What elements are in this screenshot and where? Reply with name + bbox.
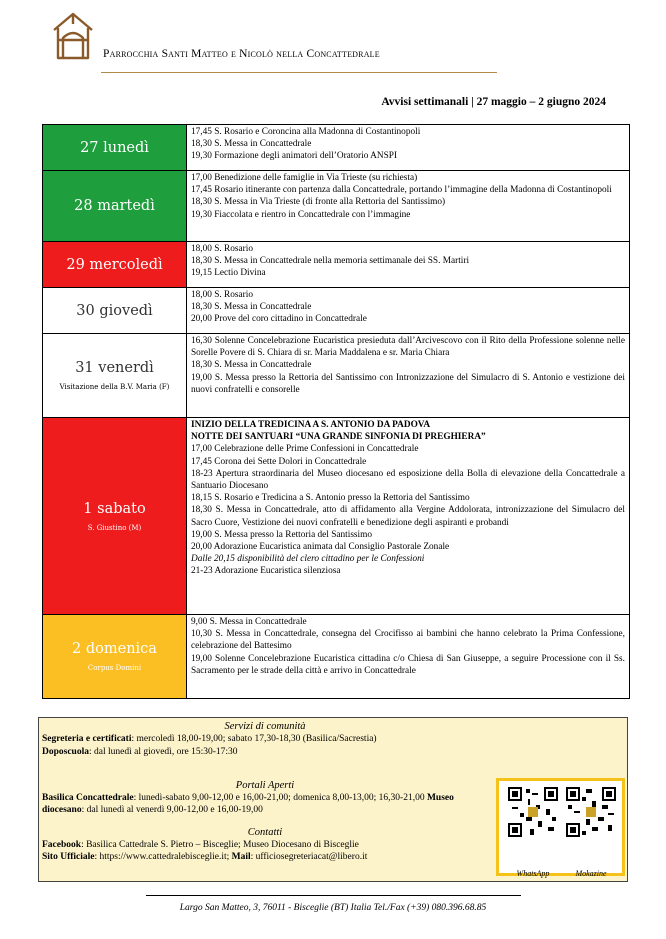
event-headline: INIZIO DELLA TREDICINA A S. ANTONIO DA PADOVA (191, 420, 431, 430)
events-cell (187, 288, 630, 334)
table-row (43, 418, 630, 615)
day-cell (43, 171, 187, 242)
qr-code-box (496, 778, 625, 876)
day-cell (43, 615, 187, 699)
event-item: 21-23 Adorazione Eucaristica silenziosa (191, 566, 341, 577)
mail-link[interactable]: : ufficiosegreteriacat@libero.it (250, 852, 368, 863)
table-row (43, 334, 630, 418)
secretariat-label: Segreteria e certificati (42, 734, 132, 745)
info-text (42, 721, 488, 864)
website-link[interactable]: : https://www.cattedralebisceglie.it; (94, 852, 232, 863)
basilica-label: Basilica Concattedrale (42, 793, 134, 804)
event-item: 17,00 Celebrazione delle Prime Confessioni in Concattedrale (191, 444, 419, 455)
table-row (43, 125, 630, 171)
event-item: 9,00 S. Messa in Concattedrale (191, 617, 307, 627)
mokazine-label: Mokazine (575, 869, 607, 878)
event-item: 17,45 S. Rosario e Coroncina alla Madonna di Costantinopoli (191, 127, 421, 137)
services-title: Servizi di comunità (224, 721, 306, 732)
afterschool-line (42, 746, 488, 758)
whatsapp-qr-code-icon[interactable] (508, 787, 558, 837)
event-item: 18,30 S. Messa in Concattedrale nella memoria settimanale dei SS. Martiri (191, 256, 470, 267)
afterschool-label: Doposcuola (42, 746, 89, 757)
day-name: 2 domenica (72, 641, 157, 657)
event-item: 18,30 S. Messa in Concattedrale (191, 360, 312, 371)
event-item: 17,45 Corona dei Sette Dolori in Concattedrale (191, 456, 367, 467)
event-item: 18,15 S. Rosario e Tredicina a S. Antonio presso la Rettoria del Santissimo (191, 493, 470, 504)
afterschool-hours: : dal lunedì al giovedì, ore 15:30-17:30 (88, 746, 238, 757)
event-item: 18,00 S. Rosario (191, 244, 253, 254)
website-label: Sito Ufficiale (42, 852, 95, 863)
day-name: 29 mercoledì (66, 256, 163, 273)
feast-label: S. Giustino (M) (87, 523, 142, 532)
events-cell (187, 615, 630, 699)
table-row (43, 615, 630, 699)
day-cell (43, 125, 187, 171)
facebook-text: : Basilica Cattedrale S. Pietro – Bisceglie; Museo Diocesano di Bisceglie (81, 840, 359, 851)
events-cell (187, 418, 630, 615)
event-item: 10,30 S. Messa in Concattedrale, consegna del Crocifisso ai bambini che hanno celebrato la Prima Confessione, celebrazione del Battesimo (191, 629, 625, 652)
event-headline: NOTTE DEI SANTUARI “UNA GRANDE SINFONIA DI PREGHIERA” (191, 432, 486, 443)
day-name: 31 venerdì (75, 360, 154, 376)
day-name: 1 sabato (83, 500, 146, 517)
event-item: 18,30 S. Messa in Concattedrale, atto di affidamento alla Vergine Addolorata, intronizzazione del Simulacro del Sacro Cuore, Vestizione dei nuovi confratelli e benedizione degli aspiranti e probandi (191, 505, 625, 528)
event-item: 19,30 Formazione degli animatori dell’Oratorio ANSPI (191, 151, 398, 162)
event-item: 18,30 S. Messa in Via Trieste (di fronte alla Rettoria del Santissimo) (191, 197, 446, 208)
footer-address: Largo San Matteo, 3, 76011 - Bisceglie (BT) Italia Tel./Fax (+39) 080.396.68.85 (179, 903, 487, 913)
event-note: Dalle 20,15 disponibilità del clero cittadino per le Confessioni (191, 554, 425, 565)
mail-label: Mail (231, 852, 251, 863)
open-doors-title: Portali Aperti (235, 779, 295, 791)
event-item: 19,15 Lectio Divina (191, 268, 266, 279)
event-item: 18-23 Apertura straordinaria del Museo diocesano ed esposizione della Bolla di elevazione della Concattedrale a Santuario Diocesano (191, 468, 625, 492)
event-item: 19,30 Fiaccolata e rientro in Concattedrale con l’immagine (191, 209, 411, 220)
mokazine-qr-code-icon[interactable] (566, 787, 616, 837)
event-item: 18,30 S. Messa in Concattedrale (191, 302, 312, 313)
event-item: 19,00 Solenne Concelebrazione Eucaristica cittadina c/o Chiesa di San Giuseppe, a seguire Processione con il Ss. Sacramento per le strade della città e arrivo in Concattedrale (191, 653, 625, 676)
day-cell (43, 288, 187, 334)
contacts-title: Contatti (247, 826, 283, 838)
event-item: 16,30 Solenne Concelebrazione Eucaristica presieduta dall’Arcivescovo con il Rito della Professione solenne nelle Sorelle Povere di S. Chiara di sr. Maria Maddalena e sr. Maria Chiara (191, 336, 625, 359)
secretariat-line (42, 733, 488, 745)
events-cell (187, 171, 630, 242)
opening-hours-line (42, 792, 488, 817)
feast-label: Corpus Domini (87, 664, 142, 672)
event-item: 18,00 S. Rosario (191, 290, 253, 300)
day-name: 27 lunedì (80, 139, 149, 156)
whatsapp-label: WhatsApp (516, 869, 550, 878)
event-item: 19,00 S. Messa presso la Rettoria del Santissimo con Intronizzazione del Simulacro di S. Antonio e vestizione dei nuovi confratelli e consorelle (191, 372, 625, 395)
day-name: 30 giovedì (76, 302, 153, 319)
table-row (43, 288, 630, 334)
table-row (43, 171, 630, 242)
feast-label: Visitazione della B.V. Maria (F) (59, 383, 170, 391)
museum-label: Museo diocesano (42, 793, 454, 816)
event-item: 19,00 S. Messa presso la Rettoria del Santissimo (191, 529, 373, 540)
event-item: 20,00 Adorazione Eucaristica animata dal Consiglio Pastorale Zonale (191, 542, 450, 553)
event-item: 18,30 S. Messa in Concattedrale (191, 139, 312, 150)
basilica-hours: : lunedì-sabato 9,00-12,00 e 16,00-21,00; domenica 8,00-13,00; 16,30-21,00 (133, 793, 427, 804)
day-name: 28 martedì (74, 198, 155, 214)
table-row (43, 242, 630, 288)
secretariat-hours: : mercoledì 18,00-19,00; sabato 17,30-18,30 (Basilica/Sacrestia) (131, 734, 377, 745)
events-cell (187, 125, 630, 171)
day-cell (43, 418, 187, 615)
day-cell (43, 242, 187, 288)
facebook-label: Facebook (42, 840, 82, 851)
museum-hours: : dal lunedì al venerdì 9,00-12,00 e 16,00-19,00 (81, 805, 263, 816)
events-cell (187, 334, 630, 418)
event-item: 20,00 Prove del coro cittadino in Concattedrale (191, 314, 367, 325)
website-line (42, 851, 488, 863)
parish-name: Parrocchia Santi Matteo e Nicolò nella Concattedrale (103, 48, 380, 60)
events-cell (187, 242, 630, 288)
notice-title: Avvisi settimanali | 27 maggio – 2 giugno 2024 (381, 96, 606, 108)
facebook-line (42, 839, 488, 851)
weekly-schedule-table (42, 124, 630, 699)
day-cell (43, 334, 187, 418)
header-divider (101, 72, 497, 73)
church-logo-icon (50, 10, 96, 62)
info-box (38, 717, 628, 882)
footer-divider (146, 895, 521, 896)
event-item: 17,45 Rosario itinerante con partenza dalla Concattedrale, portando l’immagine della Madonna di Costantinopoli (191, 185, 612, 196)
event-item: 17,00 Benedizione delle famiglie in Via Trieste (su richiesta) (191, 173, 418, 183)
